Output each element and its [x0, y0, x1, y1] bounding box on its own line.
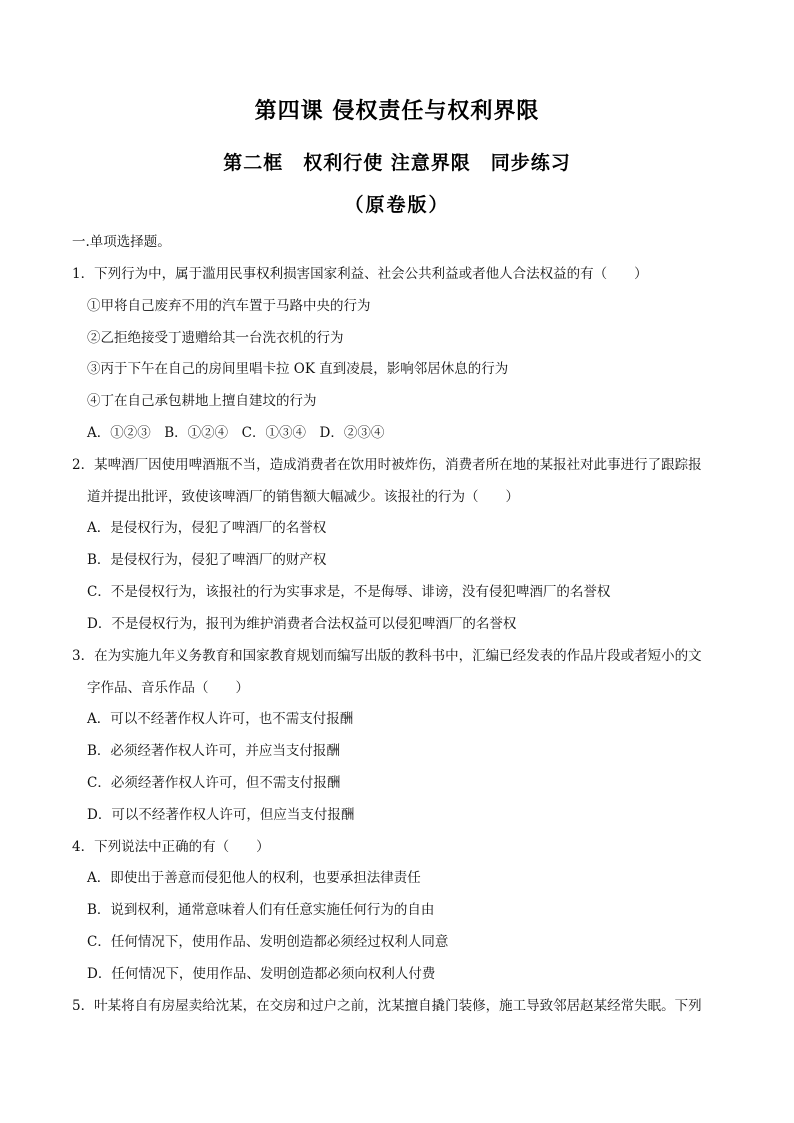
statement-item: ③丙于下午在自己的房间里唱卡拉 OK 直到凌晨，影响邻居休息的行为: [87, 361, 509, 377]
statement-item: ①甲将自己废弃不用的汽车置于马路中央的行为: [87, 298, 371, 314]
answer-option: D．任何情况下，使用作品、发明创造都必须向权利人付费: [87, 966, 436, 982]
answer-option: C．必须经著作权人许可，但不需支付报酬: [87, 775, 341, 791]
question-stem-continued: 字作品、音乐作品（ ）: [87, 680, 249, 696]
answer-option: D．不是侵权行为，报刊为维护消费者合法权益可以侵犯啤酒厂的名誉权: [87, 616, 517, 632]
answer-option: D．可以不经著作权人许可，但应当支付报酬: [87, 807, 355, 823]
lesson-title: 第四课 侵权责任与权利界限: [254, 98, 540, 124]
answer-options: A．①②③ B．①②④ C．①③④ D．②③④: [87, 425, 385, 441]
section-heading: 一.单项选择题。: [72, 234, 171, 250]
question-stem-continued: 道并提出批评，致使该啤酒厂的销售额大幅减少。该报社的行为（ ）: [87, 489, 519, 505]
answer-option: A．可以不经著作权人许可，也不需支付报酬: [87, 711, 354, 727]
edition-label: （原卷版）: [344, 194, 450, 216]
answer-option: B．是侵权行为，侵犯了啤酒厂的财产权: [87, 552, 327, 568]
question-stem: 5．叶某将自有房屋卖给沈某，在交房和过户之前，沈某擅自撬门装修，施工导致邻居赵某经常失眠。下列: [72, 998, 702, 1014]
question-stem: 4．下列说法中正确的有（ ）: [72, 839, 270, 855]
answer-option: A．是侵权行为，侵犯了啤酒厂的名誉权: [87, 520, 327, 536]
statement-item: ②乙拒绝接受丁遗赠给其一台洗衣机的行为: [87, 330, 344, 346]
answer-option: A．即使出于善意而侵犯他人的权利，也要承担法律责任: [87, 870, 421, 886]
statement-item: ④丁在自己承包耕地上擅自建坟的行为: [87, 393, 317, 409]
answer-option: C．不是侵权行为，该报社的行为实事求是，不是侮辱、诽谤，没有侵犯啤酒厂的名誉权: [87, 584, 611, 600]
question-stem: 3．在为实施九年义务教育和国家教育规划而编写出版的教科书中，汇编已经发表的作品片段或者短小的文: [72, 648, 702, 664]
question-stem: 2．某啤酒厂因使用啤酒瓶不当，造成消费者在饮用时被炸伤，消费者所在地的某报社对此事进行了跟踪报: [72, 457, 702, 473]
sub-title: 第二框 权利行使 注意界限 同步练习: [223, 152, 571, 174]
answer-option: B．必须经著作权人许可，并应当支付报酬: [87, 743, 340, 759]
question-stem: 1．下列行为中，属于滥用民事权利损害国家利益、社会公共利益或者他人合法权益的有（ ）: [72, 266, 648, 282]
answer-option: B．说到权利，通常意味着人们有任意实施任何行为的自由: [87, 902, 435, 918]
answer-option: C．任何情况下，使用作品、发明创造都必须经过权利人同意: [87, 934, 449, 950]
